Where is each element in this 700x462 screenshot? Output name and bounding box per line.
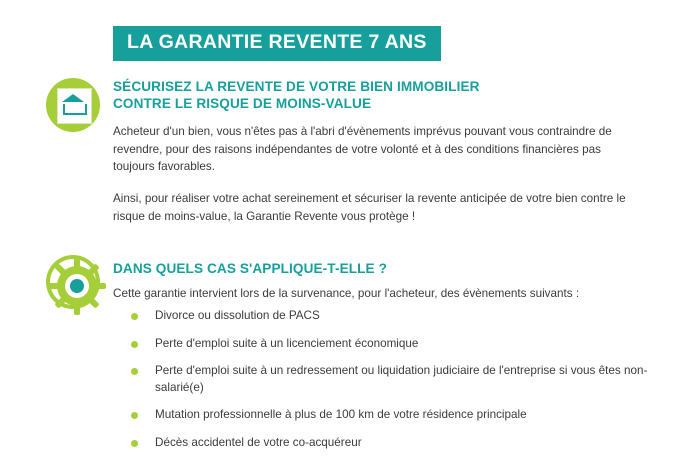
icon-house-base	[63, 104, 87, 115]
list-item: Perte d'emploi suite à un redressement ou liquidation judiciaire de l'entreprise si vous êtes non-salarié(e)	[129, 363, 649, 396]
list-item: Mutation professionnelle à plus de 100 km de votre résidence principale	[129, 407, 649, 424]
gear-icon	[46, 255, 100, 309]
list-item: Décès accidentel de votre co-acquéreur	[129, 435, 649, 452]
list-item: Perte d'emploi suite à un licenciement économique	[129, 336, 649, 353]
icon-gear-plate	[50, 259, 96, 305]
case-list	[129, 308, 649, 462]
section-1-heading	[113, 78, 643, 112]
document-house-icon	[46, 78, 100, 132]
section-1-heading-line1: SÉCURISEZ LA REVENTE DE VOTRE BIEN IMMOBILIER	[113, 79, 480, 94]
icon-roof-shape	[62, 94, 84, 102]
section-1-heading-line2: CONTRE LE RISQUE DE MOINS-VALUE	[113, 96, 372, 111]
icon-gear-core	[70, 279, 84, 293]
section-1-paragraph-2: Ainsi, pour réaliser votre achat sereinement et sécuriser la revente anticipée de votre bien contre le risque de moins-value, la Garantie Revente vous protège !	[113, 192, 626, 223]
section-1-paragraph-1: Acheteur d'un bien, vous n'êtes pas à l'abri d'évènements imprévus pouvant vous contraindre de revendre, pour des raisons indépendantes de votre volonté et à des conditions financières pas toujours favorables.	[113, 125, 612, 173]
page-title: LA GARANTIE REVENTE 7 ANS	[113, 26, 441, 61]
section-2-heading: DANS QUELS CAS S'APPLIQUE-T-ELLE ?	[113, 261, 387, 276]
section-2-paragraph-1: Cette garantie intervient lors de la survenance, pour l'acheteur, des évènements suivants :	[113, 287, 580, 300]
list-item: Divorce ou dissolution de PACS	[129, 308, 649, 325]
